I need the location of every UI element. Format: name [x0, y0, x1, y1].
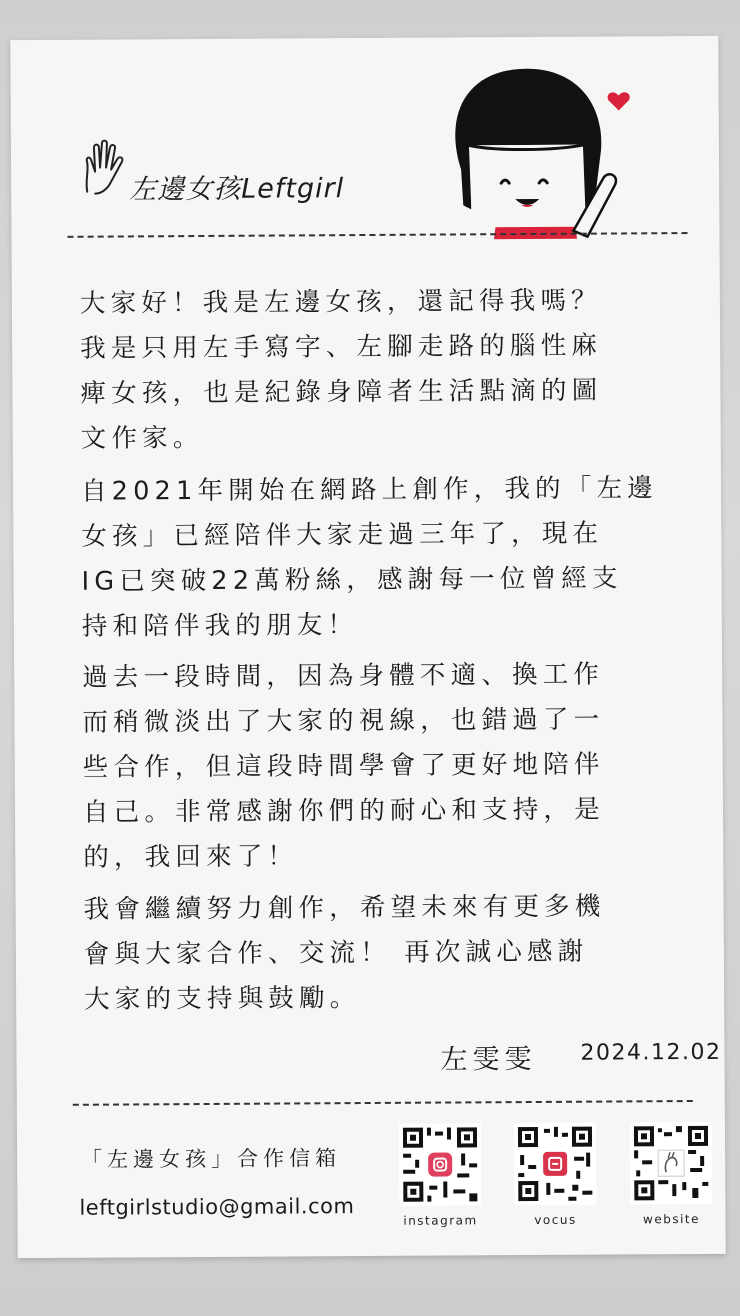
letter-body-3	[82, 652, 693, 881]
qr-code-icon	[630, 1122, 712, 1204]
text-line: 痺女孩，也是紀錄身障者生活點滴的圖	[80, 375, 603, 409]
text-line: 些合作，但這段時間學會了更好地陪伴	[82, 749, 605, 783]
qr-label: instagram	[403, 1213, 478, 1228]
signature-name: 左雯雯	[440, 1043, 537, 1076]
text-line: 持和陪伴我的朋友！	[81, 610, 359, 642]
leftgirl-illustration	[434, 58, 635, 239]
paragraph-4	[83, 884, 694, 1023]
text-line: 大家好！我是左邊女孩，還記得我嗎？	[79, 285, 602, 319]
text-line: 自己。非常感謝你們的耐心和支持，是	[82, 794, 605, 828]
text-line: 過去一段時間，因為身體不適、換工作	[82, 659, 605, 693]
qr-label: website	[642, 1211, 701, 1227]
signature-date: 2024.12.02	[580, 1039, 722, 1066]
text-line: 我會繼續努力創作，希望未來有更多機	[83, 891, 606, 925]
contact-label: 「左邊女孩」合作信箱	[81, 1146, 342, 1172]
paragraph-3	[82, 652, 693, 881]
qr-code-icon	[399, 1123, 481, 1205]
text-line: IG已突破22萬粉絲，感謝每一位曾經支	[81, 563, 623, 597]
qr-vocus[interactable]	[514, 1123, 597, 1227]
letter-body-2	[81, 466, 692, 650]
raised-hand-icon	[81, 139, 127, 195]
qr-website[interactable]	[630, 1122, 713, 1226]
heart-icon	[607, 90, 631, 112]
text-line: 文作家。	[80, 423, 204, 454]
letter-body-4	[83, 884, 694, 1023]
brand-title: 左邊女孩Leftgirl	[129, 173, 345, 206]
qr-instagram[interactable]	[399, 1123, 482, 1227]
text-line: 女孩」已經陪伴大家走過三年了，現在	[81, 518, 604, 552]
text-line: 我是只用左手寫字、左腳走路的腦性麻	[80, 330, 603, 364]
letter-card	[10, 36, 725, 1258]
qr-code-icon	[514, 1123, 596, 1205]
letter-body	[80, 278, 691, 462]
contact-email[interactable]: leftgirlstudio@gmail.com	[79, 1194, 355, 1220]
text-line: 自2021年開始在網路上創作，我的「左邊	[80, 473, 659, 507]
qr-label: vocus	[534, 1212, 577, 1227]
text-line: 的，我回來了！	[83, 841, 299, 873]
text-line: 會與大家合作、交流！ 再次誠心感謝	[83, 936, 589, 970]
text-line: 而稍微淡出了大家的視線，也錯過了一	[82, 704, 605, 738]
text-line: 大家的支持與鼓勵。	[84, 983, 361, 1015]
footer-divider	[73, 1100, 693, 1106]
paragraph-2	[81, 466, 692, 650]
paragraph-1	[80, 278, 691, 462]
